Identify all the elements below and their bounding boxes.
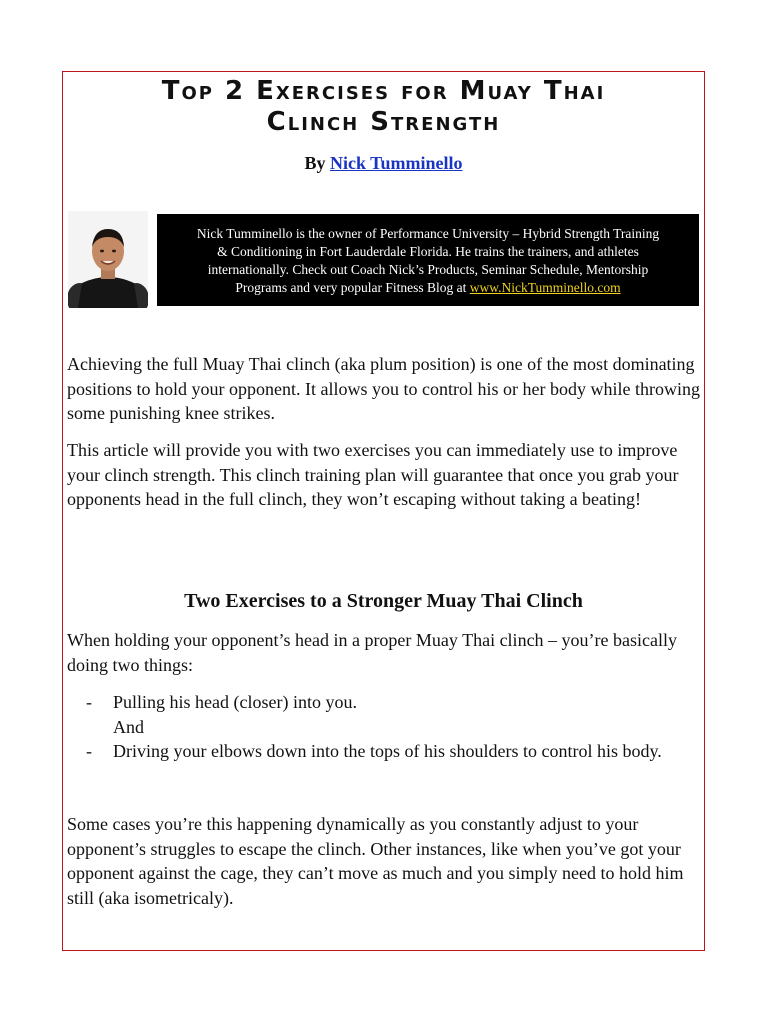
intro-paragraph: Achieving the full Muay Thai clinch (aka plum position) is one of the most dominating positions to hold your opponent. It allows you to control his or her body while throwing some punishing knee strikes.	[67, 354, 700, 423]
byline	[62, 153, 705, 174]
bullet-dash: -	[86, 741, 92, 761]
author-bio-box	[157, 214, 699, 306]
closing-paragraph: Some cases you’re this happening dynamically as you constantly adjust to your opponent’s struggles to escape the clinch. Other instances, like when you’ve got your opponent against the cage, they can’t move as much and you simply need to hold him still (aka isometricaly).	[67, 814, 684, 908]
list-item	[86, 690, 696, 715]
bio-line-2: & Conditioning in Fort Lauderdale Florida. He trains the trainers, and athletes	[217, 244, 639, 259]
list-item-text: Pulling his head (closer) into you.	[113, 692, 357, 712]
list-item	[86, 715, 696, 740]
website-link[interactable]: www.NickTumminello.com	[469, 280, 621, 295]
list-item-text: Driving your elbows down into the tops of his shoulders to control his body.	[113, 741, 662, 761]
bullet-dash: -	[86, 692, 92, 712]
section-intro-paragraph: When holding your opponent’s head in a proper Muay Thai clinch – you’re basically doing two things:	[67, 630, 678, 675]
document-title	[62, 76, 705, 138]
author-link[interactable]: Nick Tumminello	[329, 153, 463, 173]
section-heading: Two Exercises to a Stronger Muay Thai Clinch	[184, 590, 583, 612]
bio-line-3: internationally. Check out Coach Nick’s Products, Seminar Schedule, Mentorship	[207, 262, 649, 277]
second-paragraph: This article will provide you with two exercises you can immediately use to improve your clinch strength. This clinch training plan will guarantee that once you grab your opponents head in the full clinch, they won’t escaping without taking a beating!	[67, 440, 679, 509]
bio-line-1: Nick Tumminello is the owner of Performance University – Hybrid Strength Training	[196, 226, 660, 241]
clinch-actions-list	[86, 690, 696, 764]
list-item	[86, 739, 696, 764]
author-photo	[68, 211, 148, 308]
title-line-1: Top 2 Exercises for Muay Thai	[161, 76, 606, 106]
byline-prefix: By	[304, 153, 326, 173]
title-line-2: Clinch Strength	[266, 107, 501, 137]
bio-line-4: Programs and very popular Fitness Blog at	[235, 280, 467, 295]
list-item-text: And	[113, 716, 144, 737]
author-portrait-image	[68, 211, 148, 308]
